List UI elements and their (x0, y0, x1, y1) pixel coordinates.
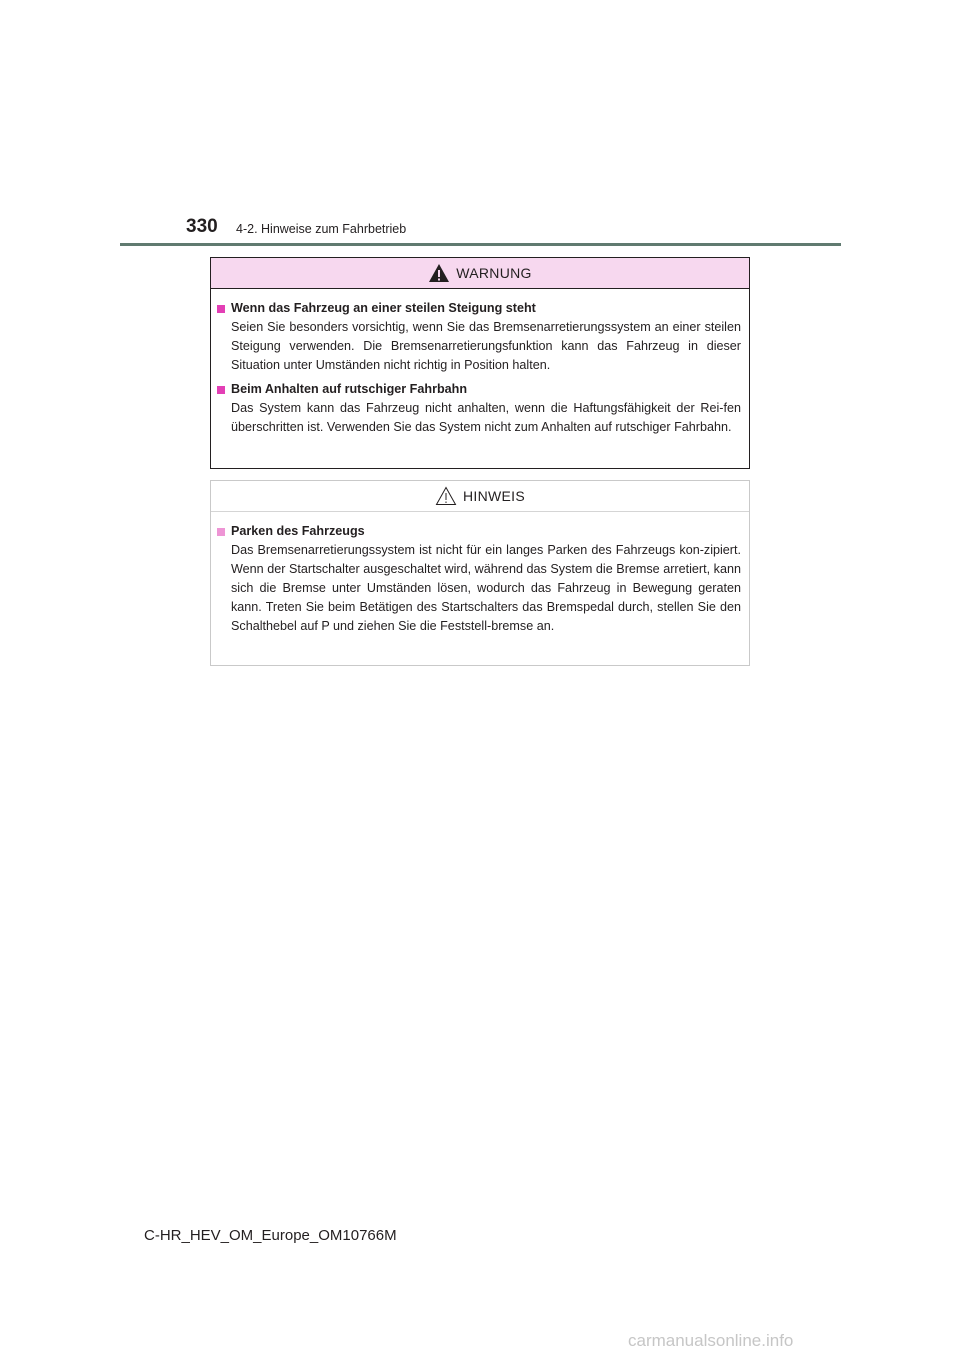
header-rule (120, 243, 841, 246)
warning-item (217, 380, 741, 437)
document-code: C-HR_HEV_OM_Europe_OM10766M (144, 1227, 397, 1244)
warning-item-title: Beim Anhalten auf rutschiger Fahrbahn (231, 382, 468, 396)
notice-item-heading (217, 522, 741, 541)
section-title: 4-2. Hinweise zum Fahrbetrieb (236, 222, 407, 236)
warning-box-body (211, 289, 749, 437)
warning-item-heading (217, 299, 741, 318)
notice-box (210, 480, 750, 666)
warning-item-text: Das System kann das Fahrzeug nicht anhalten, wenn die Haftungsfähigkeit der Rei-fen überschritten ist. Verwenden Sie das System nicht zum Anhalten auf rutschiger Fahrbahn. (231, 401, 741, 434)
notice-item-text: Das Bremsenarretierungssystem ist nicht für ein langes Parken des Fahrzeugs kon-zipiert. Wenn der Startschalter ausgeschaltet wird, während das System die Bremse arretiert, kann sich die Bremse unter Umständen lösen, wodurch das Fahrzeug in Bewegung geraten kann. Treten Sie beim Betätigen des Startschalters das Bremspedal durch, stellen Sie den Schalthebel auf P und ziehen Sie die Feststell-bremse an. (231, 543, 741, 633)
notice-box-title: HINWEIS (463, 488, 525, 504)
page-number: 330 (186, 216, 218, 237)
warning-item-heading (217, 380, 741, 399)
notice-box-header (211, 481, 749, 512)
notice-box-body (211, 512, 749, 636)
warning-item-text: Seien Sie besonders vorsichtig, wenn Sie das Bremsenarretierungssystem an einer steilen Steigung verwenden. Die Bremsenarretierungsfunktion kann das Fahrzeug in dieser Situation unter Umständen nicht richtig in Position halten. (231, 320, 741, 372)
warning-triangle-icon (428, 263, 450, 283)
square-bullet-icon (217, 386, 225, 394)
watermark: carmanualsonline.info (628, 1331, 794, 1350)
notice-item-title: Parken des Fahrzeugs (231, 524, 365, 538)
warning-box (210, 257, 750, 469)
warning-item-title: Wenn das Fahrzeug an einer steilen Steigung steht (231, 301, 536, 315)
square-bullet-icon (217, 528, 225, 536)
warning-box-header (211, 258, 749, 289)
square-bullet-icon (217, 305, 225, 313)
notice-item (217, 522, 741, 636)
warning-box-title: WARNUNG (456, 265, 532, 281)
caution-outline-triangle-icon (435, 486, 457, 506)
warning-item (217, 299, 741, 375)
